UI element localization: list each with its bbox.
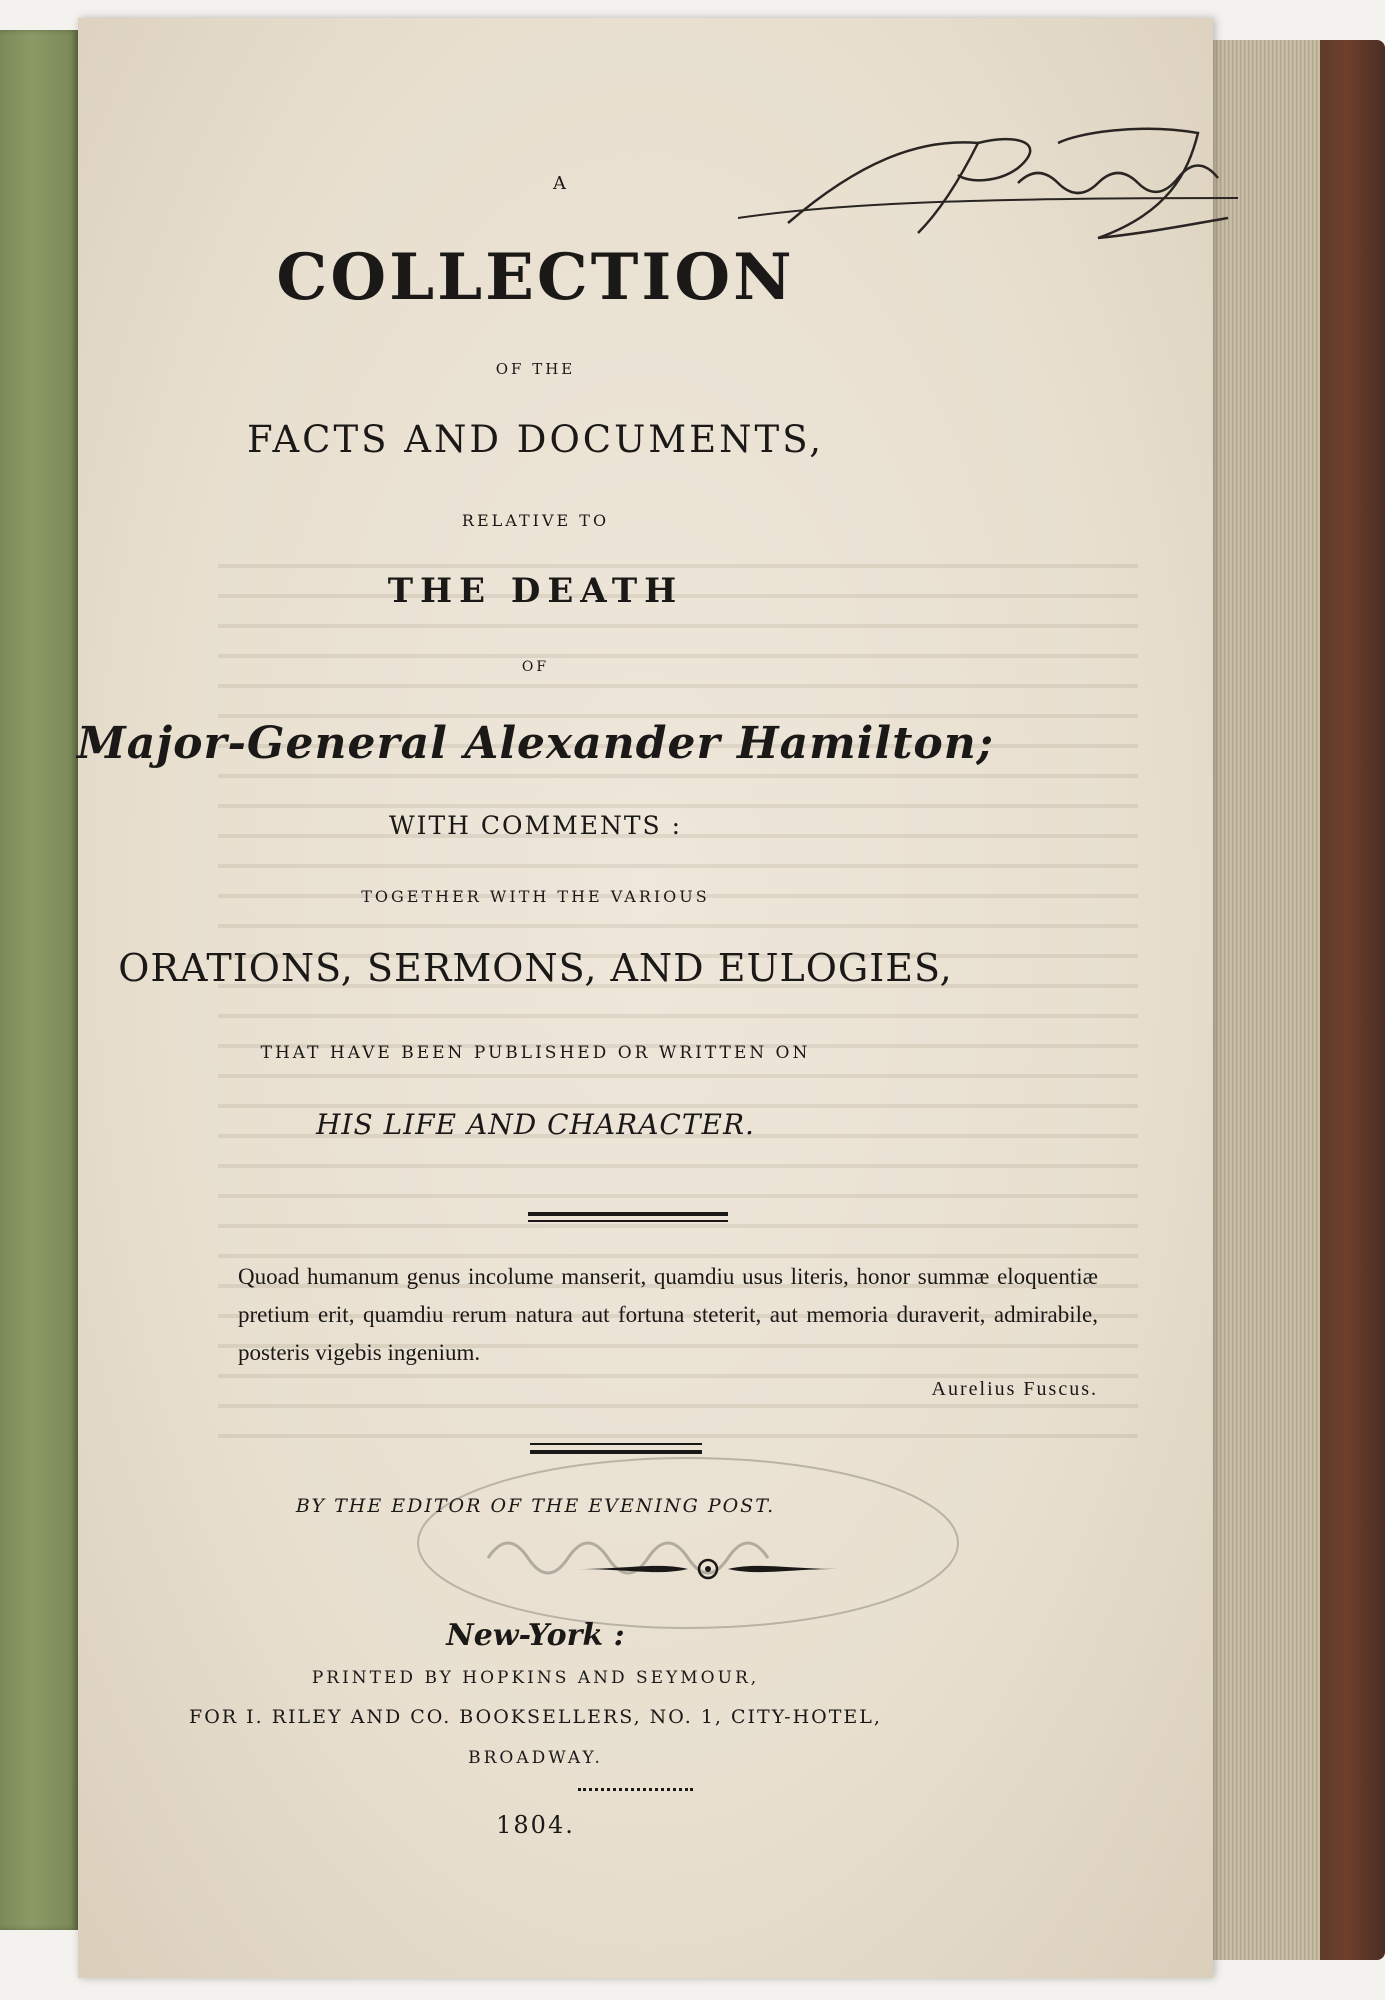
leather-back-cover xyxy=(1310,40,1385,1960)
title-of: OF xyxy=(521,659,550,675)
title-relative-to: RELATIVE TO xyxy=(461,511,610,530)
latin-epigraph: Quoad humanum genus incolume manserit, quamdiu usus literis, honor summæ eloquentiæ pretium erit, quamdiu rerum natura aut fortuna steterit, aut memoria duraverit, admirabile, posteris vigebis ingenium. xyxy=(238,1264,1098,1365)
title-facts-documents: FACTS AND DOCUMENTS, xyxy=(246,418,825,461)
double-rule-top-thin xyxy=(528,1220,728,1222)
printer-ornament xyxy=(568,1556,848,1582)
imprint-city-blackletter: New-York : xyxy=(446,1618,625,1653)
title-article: A xyxy=(553,173,568,194)
double-rule-top xyxy=(528,1212,728,1216)
imprint-bookseller: FOR I. RILEY AND CO. BOOKSELLERS, NO. 1, CITY-HOTEL, xyxy=(189,1706,882,1728)
page-edges xyxy=(1205,40,1320,1960)
title-with-comments: WITH COMMENTS : xyxy=(388,811,683,840)
imprint-printer: PRINTED BY HOPKINS AND SEYMOUR, xyxy=(311,1668,760,1688)
title-the-death: THE DEATH xyxy=(387,571,684,611)
pencil-annotation xyxy=(408,1448,968,1638)
editor-credit: BY THE EDITOR OF THE EVENING POST. xyxy=(295,1495,776,1517)
title-published: THAT HAVE BEEN PUBLISHED OR WRITTEN ON xyxy=(260,1043,811,1063)
imprint-street: BROADWAY. xyxy=(468,1748,603,1768)
double-rule-bottom-thin xyxy=(530,1443,702,1445)
title-life-character: HIS LIFE AND CHARACTER. xyxy=(316,1108,755,1141)
title-together: TOGETHER WITH THE VARIOUS xyxy=(361,887,710,906)
title-hamilton-blackletter: Major-General Alexander Hamilton; xyxy=(76,718,995,769)
dotted-rule xyxy=(578,1788,693,1791)
epigraph-author: Aurelius Fuscus. xyxy=(931,1378,1098,1400)
imprint-year: 1804. xyxy=(496,1811,575,1839)
title-collection: COLLECTION xyxy=(276,240,795,315)
title-orations: ORATIONS, SERMONS, AND EULOGIES, xyxy=(118,946,953,990)
title-of-the: OF THE xyxy=(495,360,576,378)
title-page xyxy=(78,18,1213,1978)
